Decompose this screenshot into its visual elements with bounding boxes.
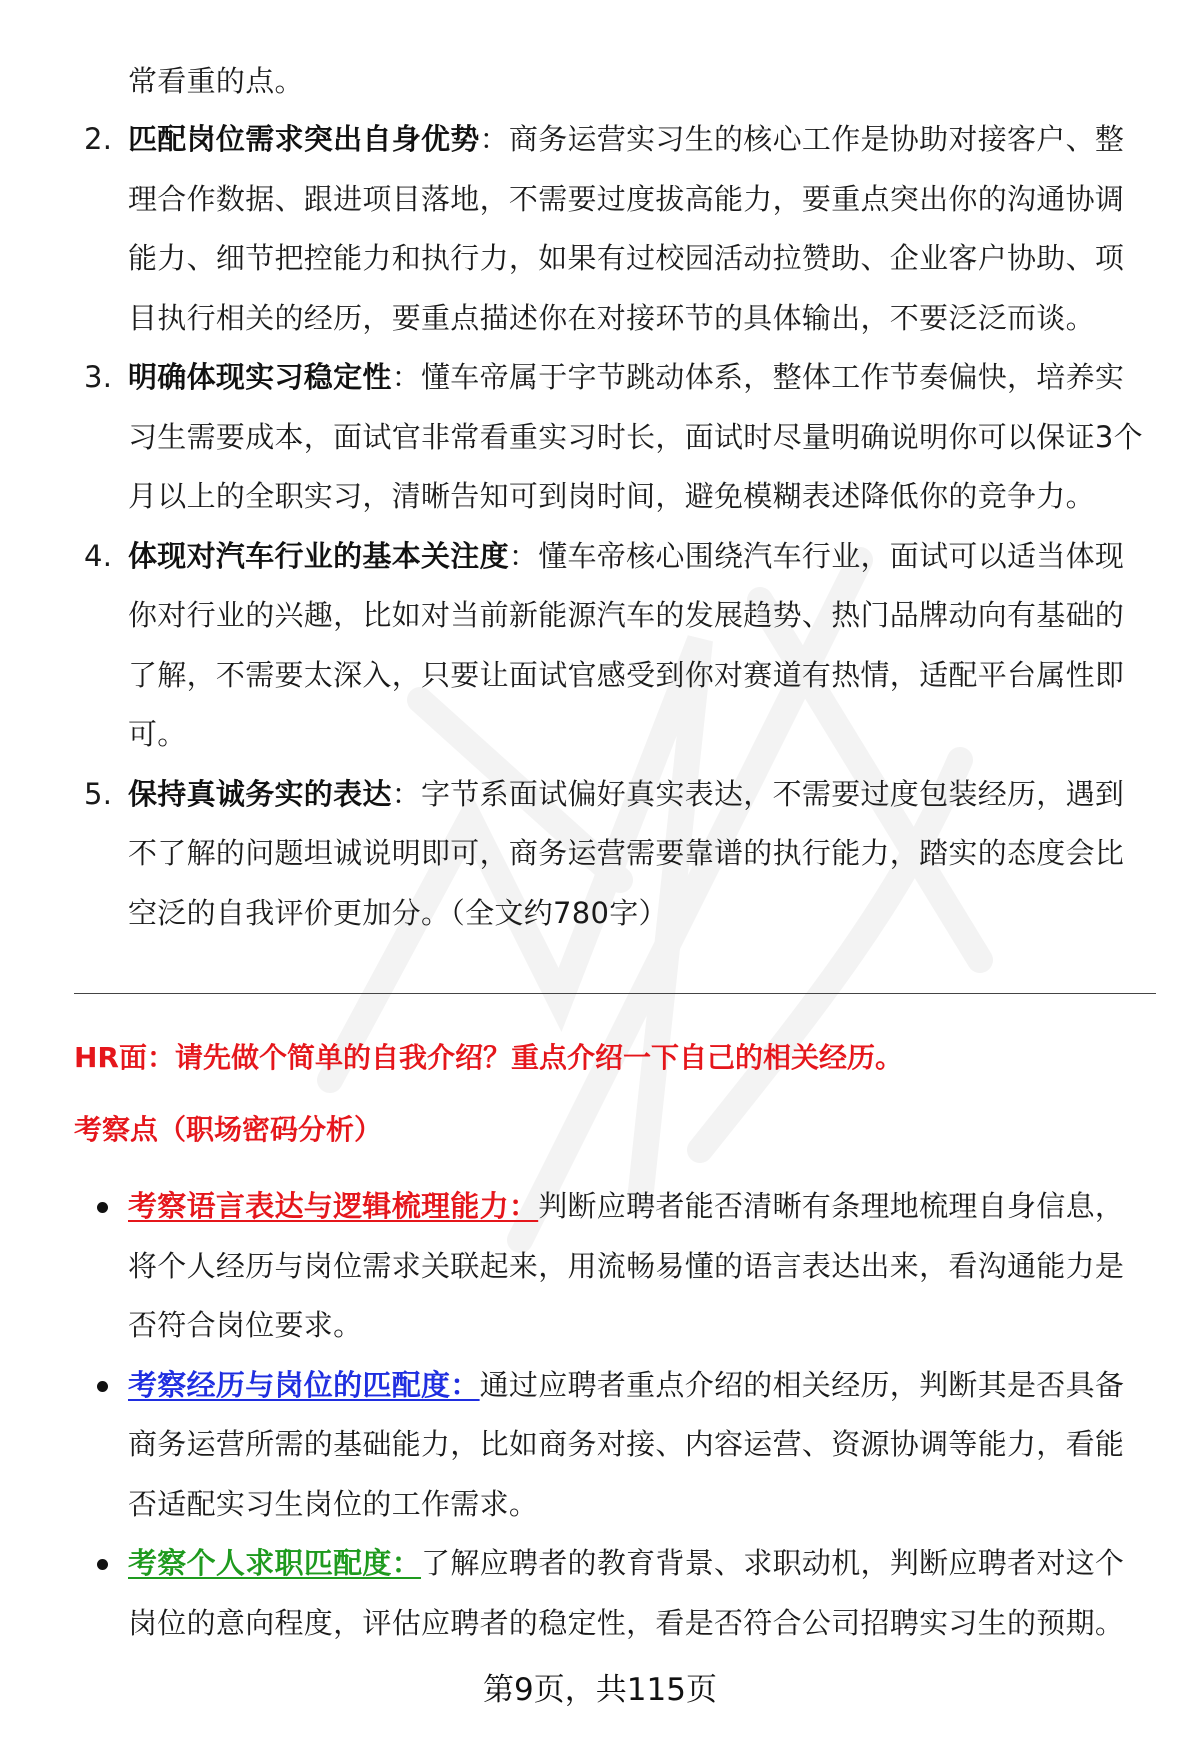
bullet-icon	[97, 1202, 108, 1213]
list-item	[0, 527, 1148, 765]
list-item	[0, 110, 1148, 348]
list-item	[0, 1534, 1148, 1653]
list-item	[0, 765, 1148, 944]
list-item	[0, 348, 1148, 527]
point-text: 了解应聘者的教育背景、求职动机，判断应聘者对这个岗位的意向程度，评估应聘者的稳定性，看是否符合公司招聘实习生的预期。	[128, 1546, 1125, 1640]
tip-title: 明确体现实习稳定性	[128, 360, 392, 394]
tip-title: 保持真诚务实的表达	[128, 776, 392, 811]
tip-body: ：懂车帝属于字节跳动体系，整体工作节奏偏快，培养实习生需要成本，面试官非常看重实习时长，面试时尽量明确说明你可以保证3个月以上的全职实习，清晰告知可到岗时间，避免模糊表述降低你的竞争力。	[128, 360, 1143, 513]
tip-title: 体现对汽车行业的基本关注度	[128, 538, 509, 573]
list-number: 2.	[84, 122, 113, 156]
list-number: 3.	[84, 360, 113, 394]
list-number: 4.	[84, 538, 113, 573]
continuation-text: 常看重的点。	[128, 64, 304, 98]
bullet-icon	[97, 1381, 108, 1392]
tip-body: ：懂车帝核心围绕汽车行业，面试可以适当体现你对行业的兴趣，比如对当前新能源汽车的发展趋势、热门品牌动向有基础的了解，不需要太深入，只要让面试官感受到你对赛道有热情，适配平台属性即可。	[128, 538, 1125, 751]
list-item	[0, 1177, 1148, 1356]
tip-title: 匹配岗位需求突出自身优势	[128, 122, 480, 156]
tips-list	[0, 110, 1200, 943]
point-label: 考察个人求职匹配度：	[128, 1546, 422, 1580]
bullet-icon	[97, 1559, 108, 1570]
section-divider	[74, 993, 1156, 994]
point-text: 判断应聘者能否清晰有条理地梳理自身信息，将个人经历与岗位需求关联起来，用流畅易懂的语言表达出来，看沟通能力是否符合岗位要求。	[128, 1189, 1125, 1342]
tip-body: ：商务运营实习生的核心工作是协助对接客户、整理合作数据、跟进项目落地，不需要过度拔高能力，要重点突出你的沟通协调能力、细节把控能力和执行力，如果有过校园活动拉赞助、企业客户协助、项目执行相关的经历，要重点描述你在对接环节的具体输出，不要泛泛而谈。	[128, 122, 1125, 335]
point-label: 考察经历与岗位的匹配度：	[128, 1367, 480, 1402]
list-number: 5.	[84, 776, 113, 811]
point-label: 考察语言表达与逻辑梳理能力：	[128, 1189, 539, 1223]
points-list	[0, 1177, 1200, 1653]
point-text: 通过应聘者重点介绍的相关经历，判断其是否具备商务运营所需的基础能力，比如商务对接、内容运营、资源协调等能力，看能否适配实习生岗位的工作需求。	[128, 1367, 1125, 1521]
list-item	[0, 1356, 1148, 1535]
analysis-heading: 考察点（职场密码分析）	[74, 1113, 383, 1146]
page-number: 第9页，共115页	[483, 1672, 717, 1708]
hr-question: HR面：请先做个简单的自我介绍？重点介绍一下自己的相关经历。	[74, 1041, 903, 1074]
tip-body: ：字节系面试偏好真实表达，不需要过度包装经历，遇到不了解的问题坦诚说明即可，商务运营需要靠谱的执行能力，踏实的态度会比空泛的自我评价更加分。（全文约780字）	[128, 776, 1125, 930]
